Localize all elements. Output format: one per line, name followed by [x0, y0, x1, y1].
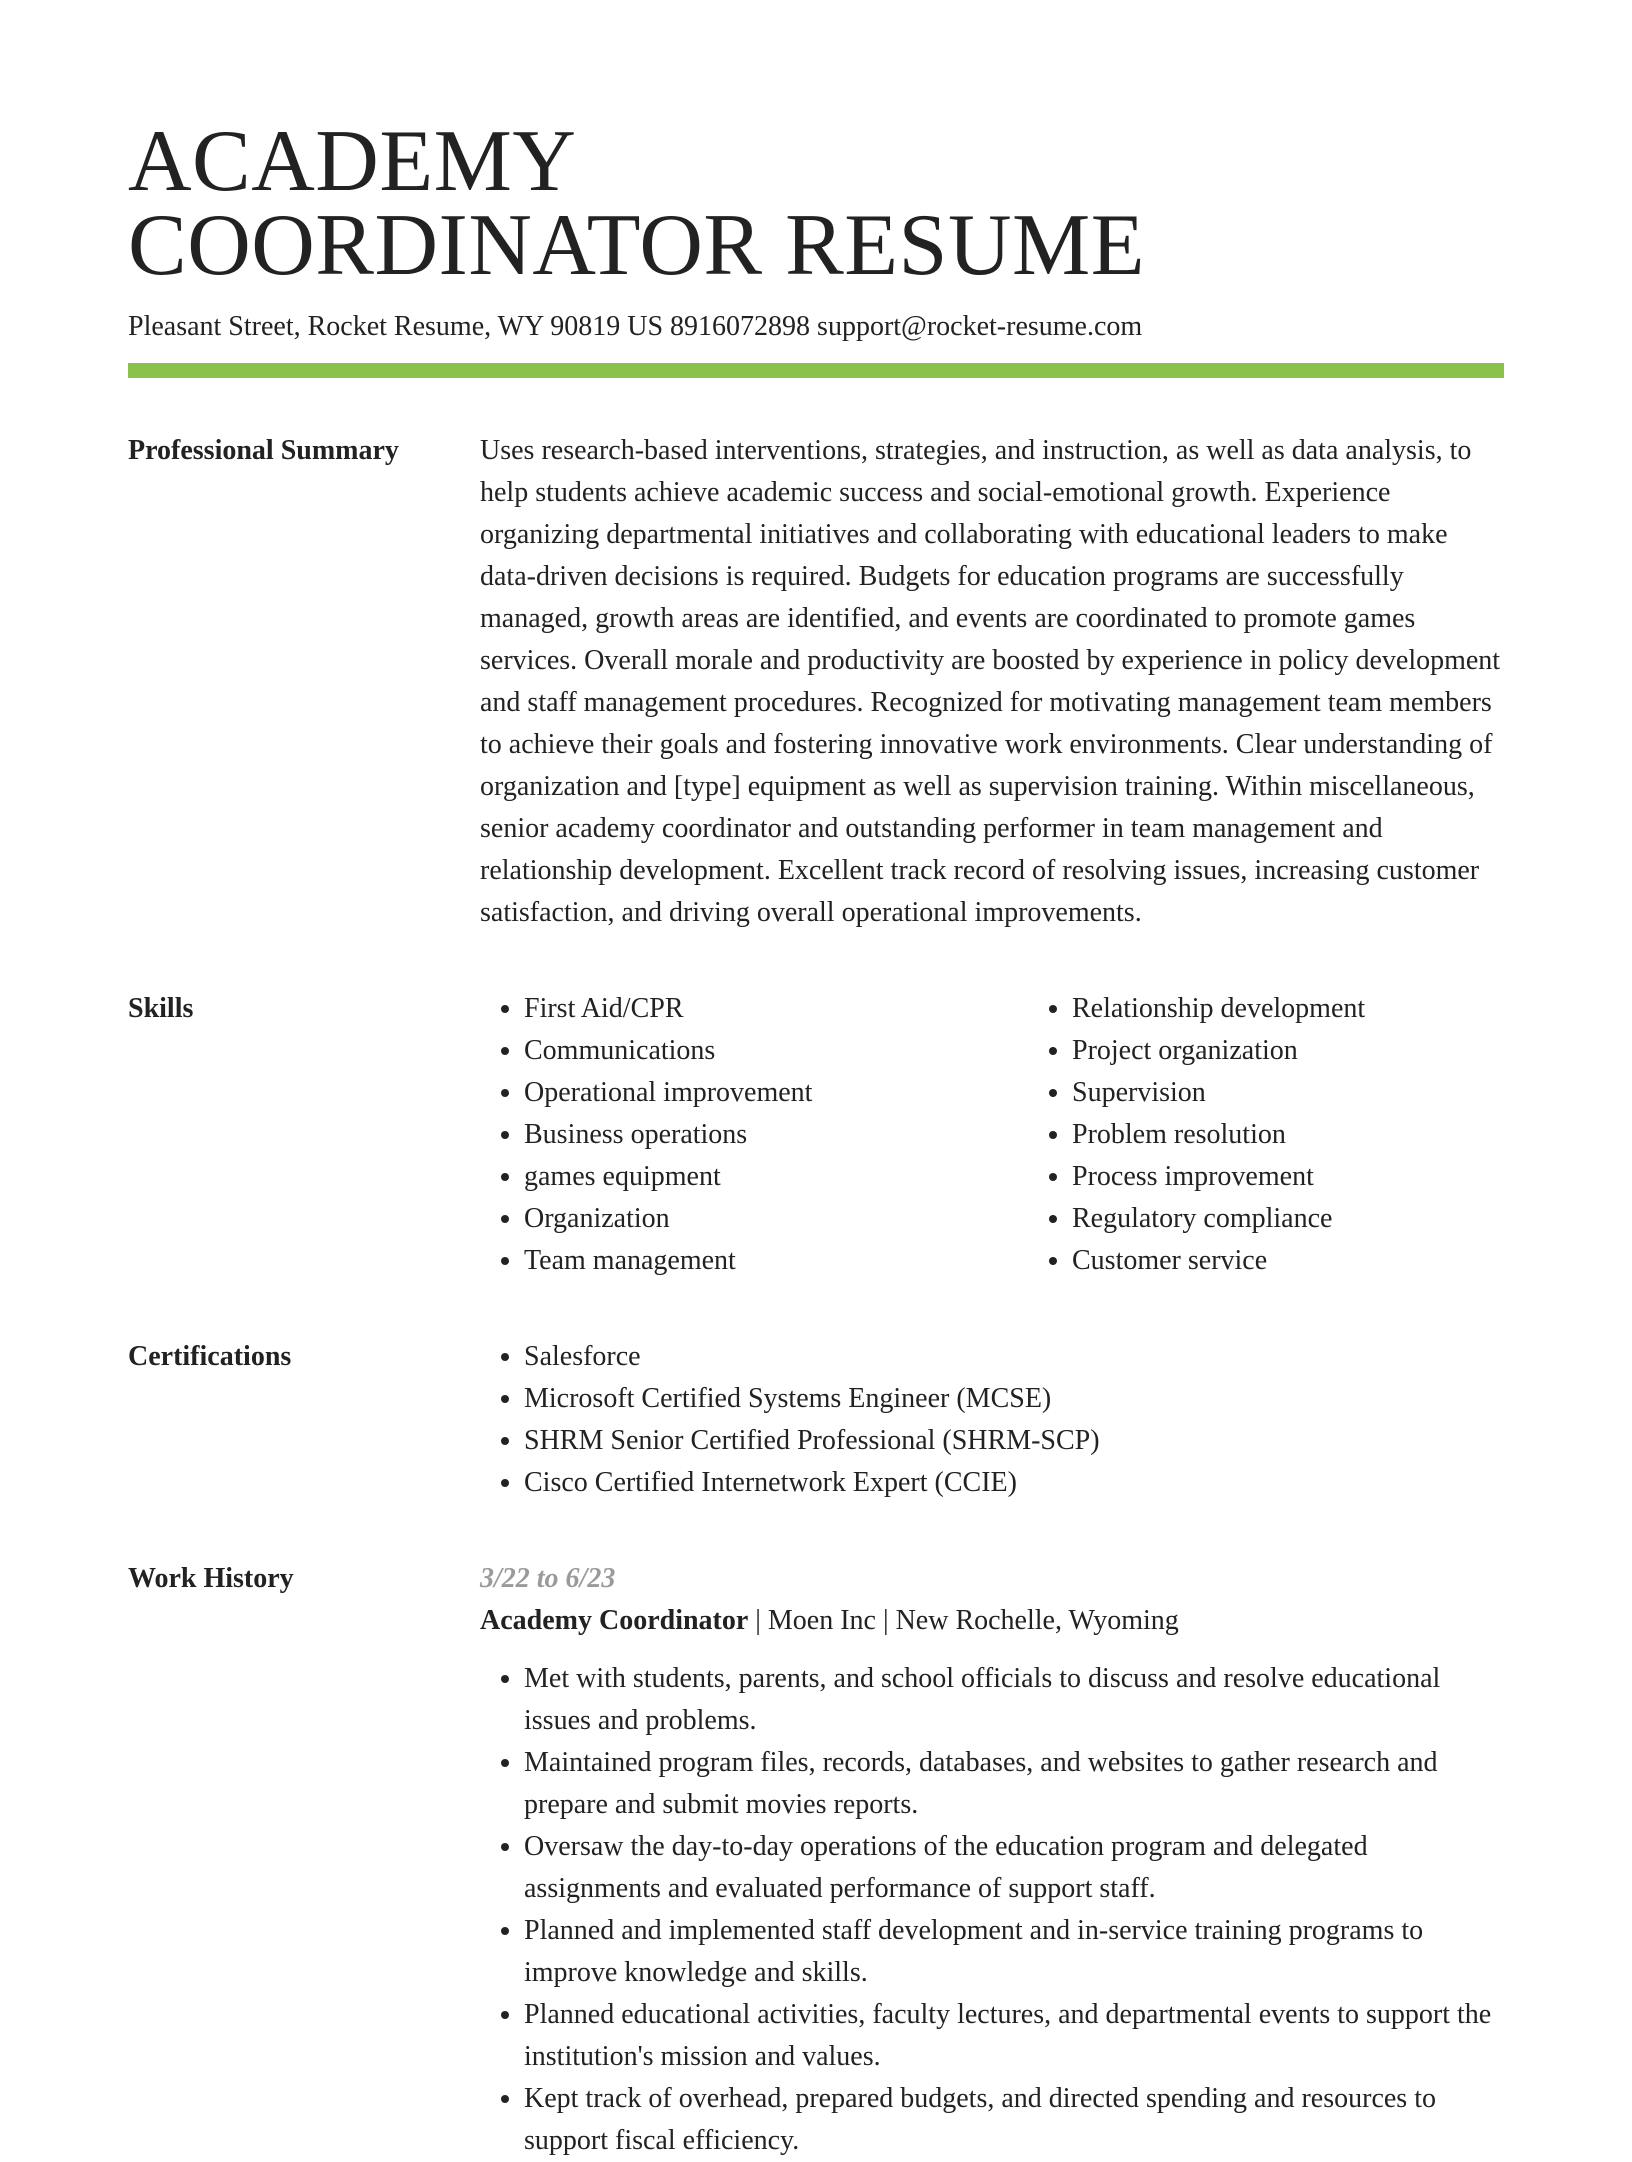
skill-item: • Supervision	[1072, 1072, 1576, 1114]
job-company-location: | Moen Inc | New Rochelle, Wyoming	[748, 1605, 1179, 1636]
summary-text: Uses research-based interventions, strategies, and instruction, as well as data analysis, to help students achieve academic success and social-emotional growth. Experience organizing departmental initiatives and collaborating with educational leaders to make data-driven decisions is required. Budgets for education programs are successfully managed, growth areas are identified, and events are coordinated to promote games services. Overall morale and productivity are boosted by experience in policy development and staff management procedures. Recognized for motivating management team members to achieve their goals and fostering innovative work environments. Clear understanding of organization and [type] equipment as well as supervision training. Within miscellaneous, senior academy coordinator and outstanding performer in team management and relationship development. Excellent track record of resolving issues, increasing customer satisfaction, and driving overall operational improvements.	[480, 435, 1501, 928]
work-history-heading: Work History	[128, 1563, 294, 1594]
job-entry	[480, 1558, 1504, 2162]
skill-item: • Process improvement	[1072, 1156, 1576, 1198]
job-responsibilities	[480, 1658, 1504, 2162]
certifications-heading: Certifications	[128, 1341, 292, 1372]
skill-item: • Organization	[524, 1198, 1028, 1240]
skill-item: • Problem resolution	[1072, 1114, 1576, 1156]
skill-item: • Team management	[524, 1240, 1028, 1282]
title-line-2: COORDINATOR RESUME	[128, 197, 1146, 294]
job-dates: 3/22 to 6/23	[480, 1563, 616, 1594]
skills-list-left	[480, 988, 1028, 1282]
skills-list-right	[1028, 988, 1576, 1282]
job-title: Academy Coordinator	[480, 1605, 749, 1636]
summary-section	[128, 430, 1504, 934]
certification-item: • Cisco Certified Internetwork Expert (CCIE)	[524, 1462, 1504, 1504]
resume-page	[128, 113, 1504, 2162]
contact-address: Pleasant Street, Rocket Resume, WY 90819 US	[128, 311, 671, 342]
job-bullet: • Planned and implemented staff development and in-service training programs to improve knowledge and skills.	[524, 1910, 1504, 1994]
skills-columns	[480, 988, 1576, 1282]
skill-item: • Business operations	[524, 1114, 1028, 1156]
certification-item: • Microsoft Certified Systems Engineer (MCSE)	[524, 1378, 1504, 1420]
skill-item: • Regulatory compliance	[1072, 1198, 1576, 1240]
contact-line	[128, 309, 1504, 345]
certification-item: • Salesforce	[524, 1336, 1504, 1378]
work-history-section	[128, 1558, 1504, 2162]
skills-heading: Skills	[128, 993, 194, 1024]
job-header	[480, 1600, 1504, 1642]
job-bullet: • Planned educational activities, faculty lectures, and departmental events to support the institution's mission and values.	[524, 1994, 1504, 2078]
skill-item: • Communications	[524, 1030, 1028, 1072]
job-bullet: • Met with students, parents, and school officials to discuss and resolve educational issues and problems.	[524, 1658, 1504, 1742]
certifications-section	[128, 1336, 1504, 1504]
skill-item: • Customer service	[1072, 1240, 1576, 1282]
job-bullet: • Maintained program files, records, databases, and websites to gather research and prepare and submit movies reports.	[524, 1742, 1504, 1826]
skill-item: • games equipment	[524, 1156, 1028, 1198]
header-accent-rule	[128, 363, 1504, 378]
skill-item: • Project organization	[1072, 1030, 1576, 1072]
skills-section	[128, 988, 1504, 1282]
job-bullet: • Oversaw the day-to-day operations of the education program and delegated assignments and evaluated performance of support staff.	[524, 1826, 1504, 1910]
job-bullet: • Kept track of overhead, prepared budgets, and directed spending and resources to support fiscal efficiency.	[524, 2078, 1504, 2162]
contact-phone: 8916072898	[670, 311, 818, 342]
resume-title	[128, 113, 1504, 294]
skill-item: • Operational improvement	[524, 1072, 1028, 1114]
contact-email: support@rocket-resume.com	[817, 311, 1143, 342]
skill-item: • First Aid/CPR	[524, 988, 1028, 1030]
certifications-list	[480, 1336, 1504, 1504]
certification-item: • SHRM Senior Certified Professional (SHRM-SCP)	[524, 1420, 1504, 1462]
summary-heading: Professional Summary	[128, 435, 399, 466]
title-line-1: ACADEMY	[128, 113, 577, 210]
skill-item: • Relationship development	[1072, 988, 1576, 1030]
